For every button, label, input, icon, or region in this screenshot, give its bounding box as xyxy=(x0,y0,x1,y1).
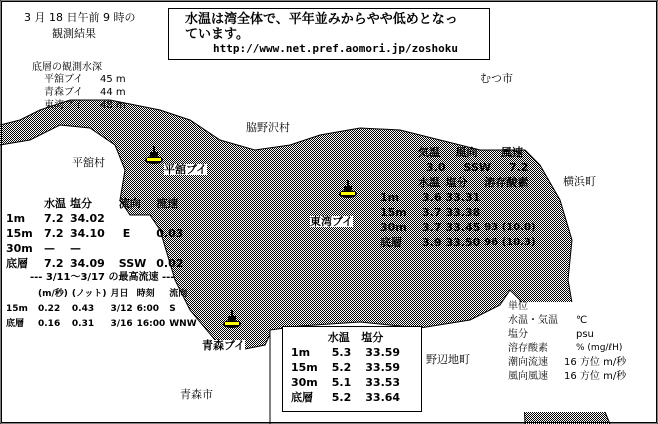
table-row: 1m 5.3 33.59 xyxy=(291,346,401,359)
units-legend: 単位 水温・気温 ℃ 塩分 psu 溶存酸素 % (mg/ℓH) 潮向流速 16 方位 m/秒 風向風速 16 方位 m/秒 xyxy=(508,302,654,412)
buoy-tairadate-label: 平舘ブイ xyxy=(164,163,208,176)
table-row: 15m 3.7 33.38 xyxy=(380,206,481,219)
touwan-weather: 気温 風向 風速 3.0 SSW 7.2 xyxy=(418,146,529,174)
depth-value: 44 m xyxy=(100,87,126,98)
buoy-touwan-label: 東湾ブイ xyxy=(310,215,354,228)
place-noheji: 野辺地町 xyxy=(426,353,470,366)
tairadate-data xyxy=(6,196,216,332)
col-header: 水温 xyxy=(44,197,66,210)
touwan-data xyxy=(380,145,560,250)
aomori-data xyxy=(282,326,422,412)
table-row: 30m 5.1 33.53 xyxy=(291,376,401,389)
buoy-icon xyxy=(338,180,358,202)
place-yokohama: 横浜町 xyxy=(563,175,596,188)
notice-box xyxy=(168,8,490,60)
buoy-icon xyxy=(144,146,164,168)
observation-title: 観測結果 xyxy=(52,27,96,40)
depth-name: 平舘ブイ xyxy=(44,74,84,85)
col-header: 流速 xyxy=(156,197,179,210)
depth-value: 45 m xyxy=(100,74,126,85)
depth-name: 青森ブイ xyxy=(44,87,84,98)
place-aomori: 青森市 xyxy=(180,388,213,401)
table-row: 底層 5.2 33.64 xyxy=(291,391,401,404)
max-speed-table: (m/秒) (ノット) 月日 時刻 流向 15m 0.22 0.43 3/12 6:00 S 底層 0.16 0.31 3/16 16:00 WNW xyxy=(6,287,201,332)
depth-name: 東湾ブイ xyxy=(44,100,84,111)
notice-text-2: ています。 xyxy=(185,27,249,42)
buoy-aomori-label: 青森ブイ xyxy=(202,339,246,352)
source-url[interactable]: http://www.net.pref.aomori.jp/zoshoku xyxy=(213,42,459,55)
table-row: 15m 7.2 34.10 E 0.03 xyxy=(6,227,184,240)
depth-value: 48 m xyxy=(100,100,126,111)
notice-text: 水温は湾全体で、平年並みからやや低めとなっ xyxy=(185,12,458,27)
observation-datetime: 3 月 18 日午前 9 時の xyxy=(24,11,136,24)
table-row: 1m 7.2 34.02 xyxy=(6,212,105,225)
col-header: 塩分 xyxy=(70,197,92,210)
touwan-table: 水温 塩分 溶存酸素 1m 3.6 33.31 15m 3.7 33.38 30m 3.7 33.45 93 (10.0) 底層 3.9 33.50 96 (10.3) xyxy=(380,175,540,250)
table-row: 15m 5.2 33.59 xyxy=(291,361,401,374)
table-row: 15m 0.22 0.43 3/12 6:00 S xyxy=(6,304,176,314)
place-mutsu: むつ市 xyxy=(480,72,513,85)
max-speed-title: --- 3/11～3/17 の最高流速 --- xyxy=(30,272,175,283)
table-row: 底層 0.16 0.31 3/16 16:00 WNW xyxy=(6,319,197,329)
buoy-icon xyxy=(222,310,242,332)
table-row: 1m 3.6 33.31 xyxy=(380,191,481,204)
table-row: 底層 7.2 34.09 SSW 0.02 xyxy=(6,257,184,270)
table-row: 30m — — xyxy=(6,242,81,255)
aomori-table: 水温 塩分 1m 5.3 33.59 15m 5.2 33.59 30m 5.1 33.53 底層 5.2 33.64 xyxy=(291,330,404,405)
place-wakinosawa: 脇野沢村 xyxy=(246,121,290,134)
table-row: 30m 3.7 33.45 93 (10.0) xyxy=(380,221,536,234)
table-row: 底層 3.9 33.50 96 (10.3) xyxy=(380,236,536,249)
depth-legend-title: 底層の観測水深 xyxy=(32,62,102,73)
place-tairadate-village: 平舘村 xyxy=(72,156,105,169)
units-title: 単位 xyxy=(508,301,528,312)
tairadate-table xyxy=(6,196,187,271)
col-header: 流向 xyxy=(118,197,141,210)
